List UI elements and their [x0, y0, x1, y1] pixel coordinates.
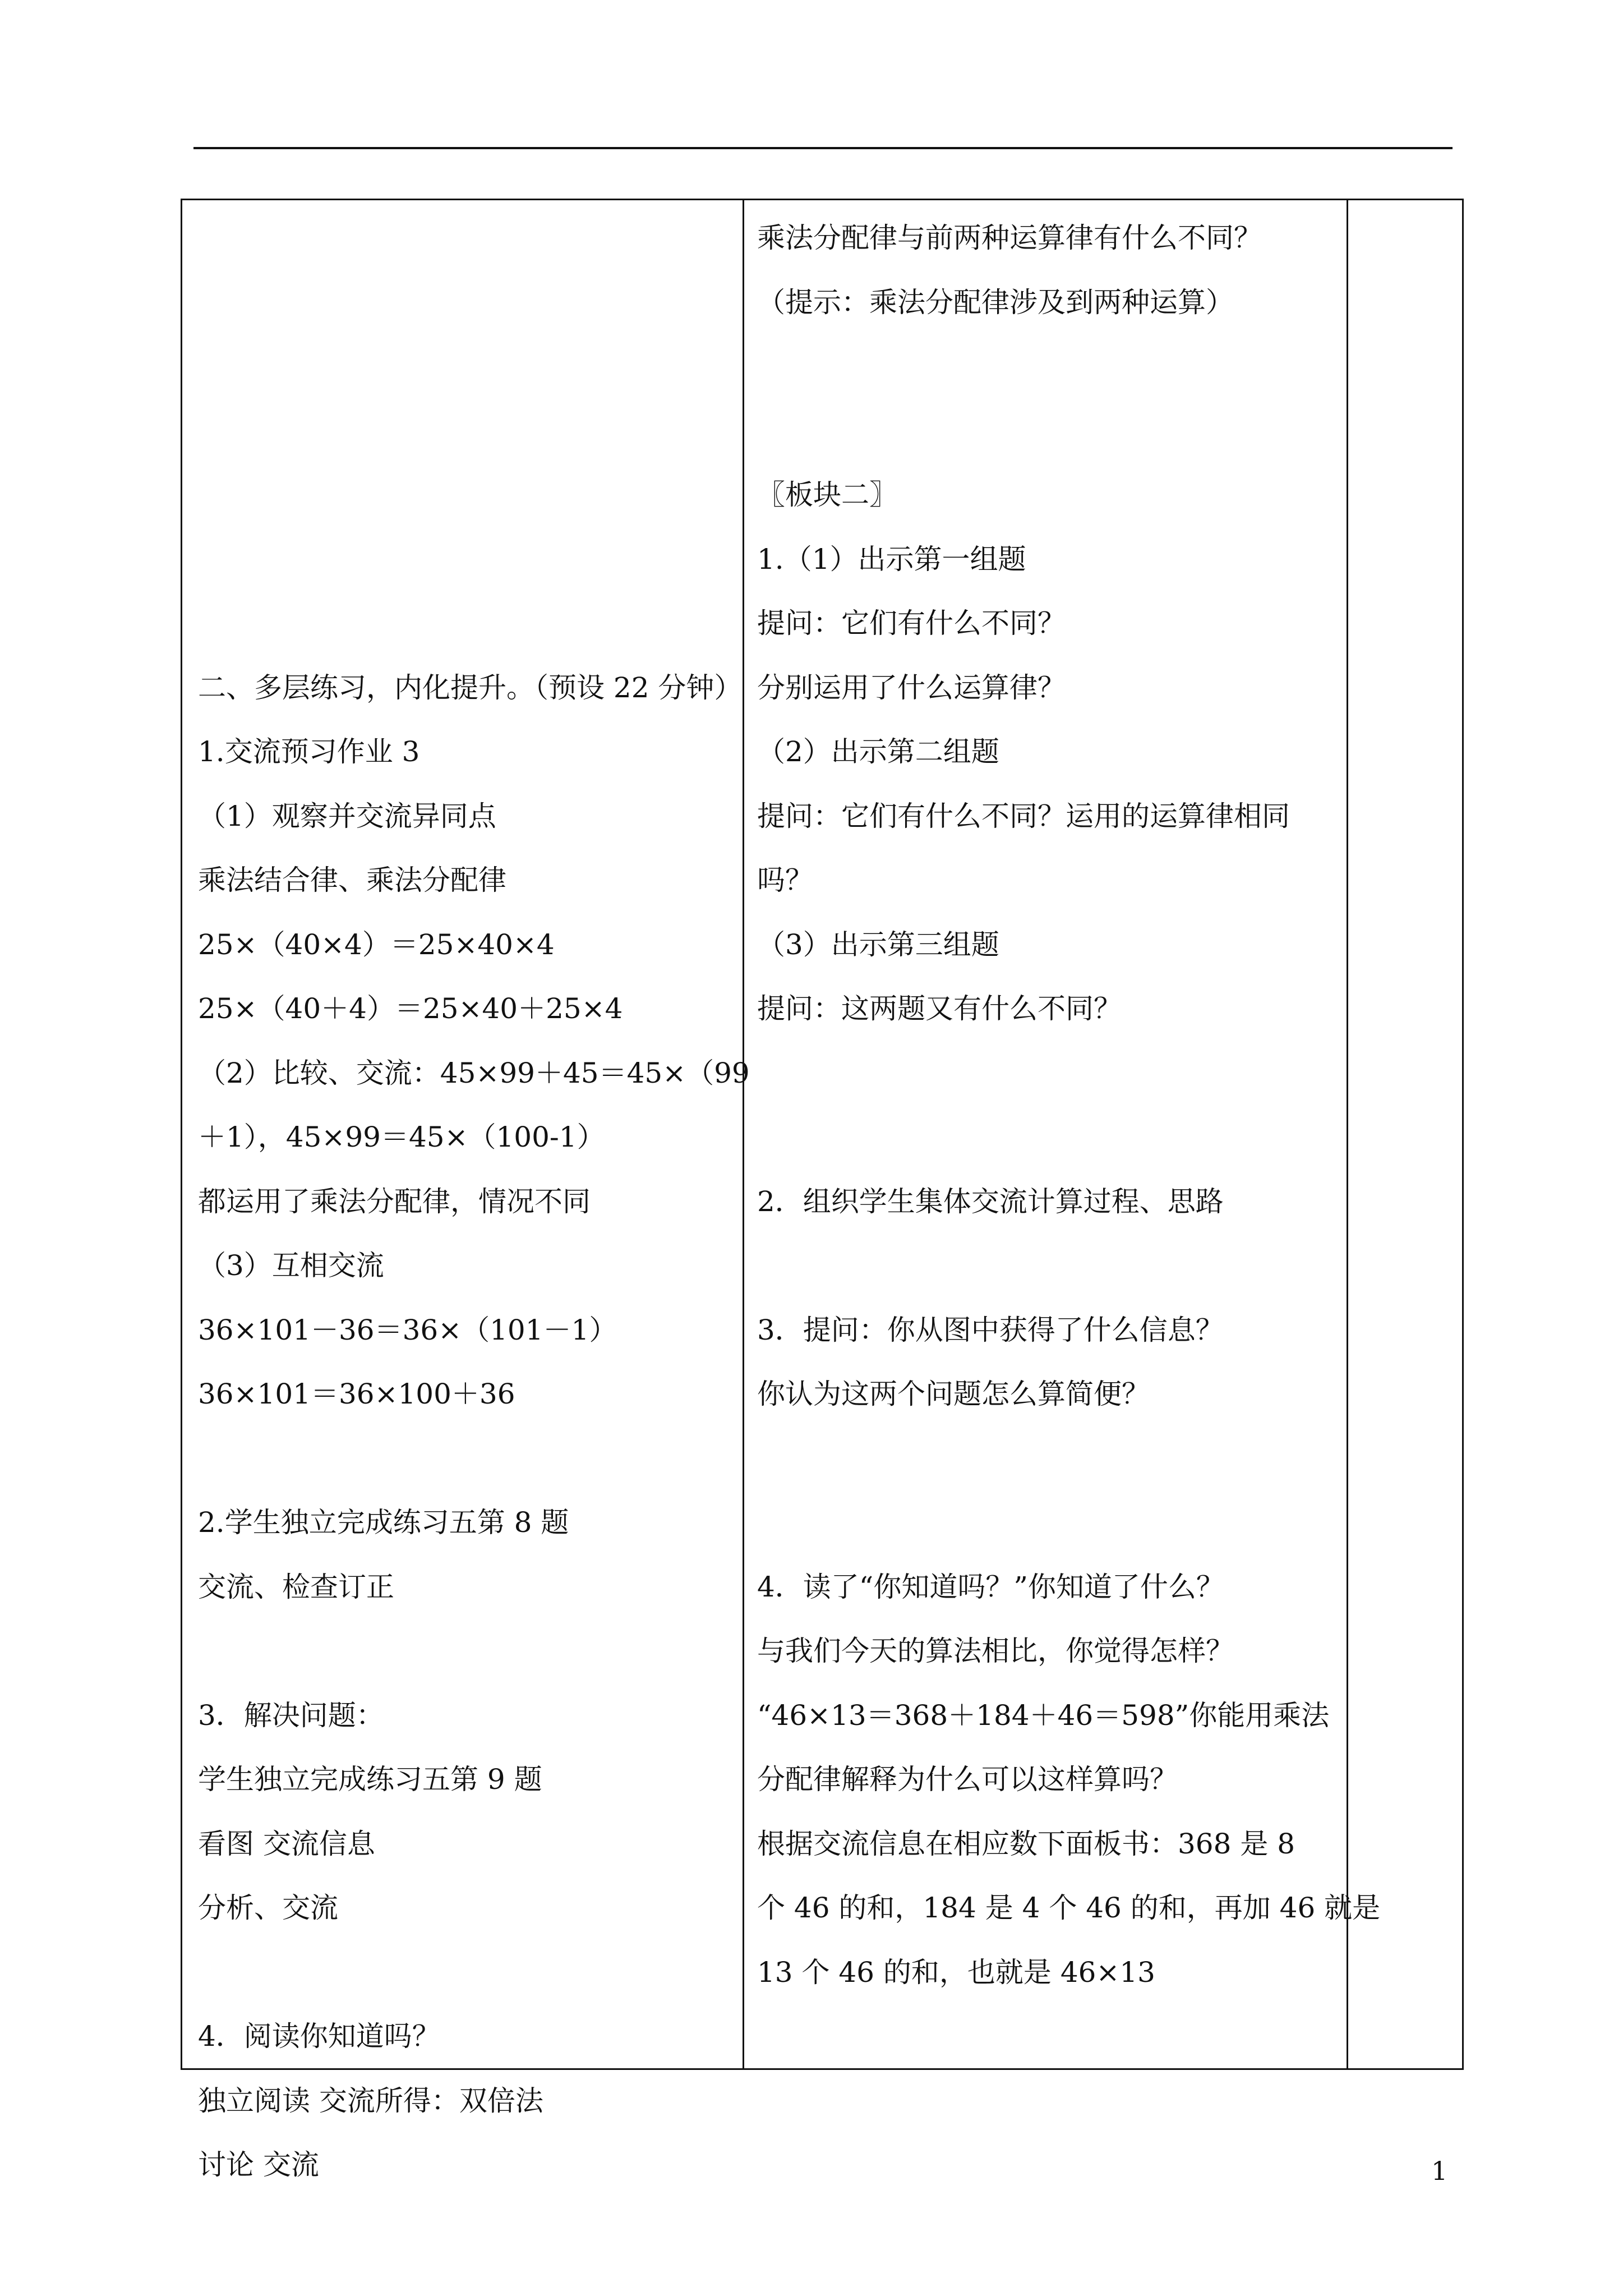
middle_column-line: 分配律解释为什么可以这样算吗？: [757, 1763, 1178, 1796]
middle_column-line: （3）出示第三组题: [757, 928, 999, 961]
middle_column-line: 与我们今天的算法相比，你觉得怎样？: [757, 1635, 1234, 1667]
left_column-line: 2.学生独立完成练习五第 8 题: [198, 1506, 569, 1539]
column-divider-1: [743, 200, 744, 2068]
left_column-line: 4．阅读你知道吗？: [198, 2020, 440, 2053]
middle_column-line: 13 个 46 的和，也就是 46×13: [757, 1955, 1155, 1989]
middle_column-line: 乘法分配律与前两种运算律有什么不同？: [757, 222, 1262, 254]
middle_column-line: 根据交流信息在相应数下面板书：368 是 8: [757, 1827, 1295, 1860]
left_column-line: （1）观察并交流异同点: [198, 799, 496, 832]
left_column-line: 讨论 交流: [198, 2148, 319, 2181]
middle_column-line: “46×13＝368＋184＋46＝598”你能用乘法: [757, 1699, 1330, 1732]
left_column-line: 二、多层练习，内化提升。（预设 22 分钟）: [198, 671, 743, 704]
left_column-line: 乘法结合律、乘法分配律: [198, 864, 506, 896]
left_column-line: （2）比较、交流：45×99＋45＝45×（99: [198, 1056, 750, 1089]
middle_column-line: 提问：它们有什么不同？运用的运算律相同: [757, 799, 1290, 832]
left_column-line: （3）互相交流: [198, 1249, 384, 1282]
middle_column-line: 1.（1）出示第一组题: [757, 542, 1026, 576]
left_column-line: 学生独立完成练习五第 9 题: [198, 1763, 542, 1796]
left_column-line: ＋1），45×99＝45×（100-1）: [198, 1121, 605, 1153]
left_column-line: 25×（40＋4）＝25×40＋25×4: [198, 992, 623, 1025]
middle_column-line: 4．读了“你知道吗？”你知道了什么？: [757, 1570, 1224, 1603]
left_column-line: 交流、检查订正: [198, 1570, 394, 1603]
middle_column-line: 〖板块二〗: [757, 478, 897, 511]
left_column-line: 36×101＝36×100＋36: [198, 1378, 515, 1410]
middle_column-line: 提问：这两题又有什么不同？: [757, 992, 1122, 1025]
middle_column-line: 吗？: [757, 864, 813, 896]
left_column-line: 看图 交流信息: [198, 1827, 375, 1860]
left_column-line: 独立阅读 交流所得：双倍法: [198, 2084, 543, 2117]
left_column-line: 25×（40×4）＝25×40×4: [198, 928, 555, 961]
left_column-line: 36×101－36＝36×（101－1）: [198, 1313, 617, 1346]
middle_column-line: 你认为这两个问题怎么算简便？: [757, 1378, 1150, 1410]
middle_column-line: （提示：乘法分配律涉及到两种运算）: [757, 286, 1234, 319]
middle_column-line: 3．提问：你从图中获得了什么信息？: [757, 1313, 1224, 1346]
column-divider-2: [1347, 200, 1348, 2068]
page-number: 1: [1431, 2156, 1448, 2186]
middle_column-line: 2．组织学生集体交流计算过程、思路: [757, 1185, 1224, 1218]
header-rule: [193, 147, 1453, 149]
middle_column-line: 分别运用了什么运算律？: [757, 671, 1066, 704]
middle_column-line: 提问：它们有什么不同？: [757, 607, 1066, 639]
middle_column-line: （2）出示第二组题: [757, 735, 999, 768]
left_column-line: 1.交流预习作业 3: [198, 735, 420, 768]
lesson-plan-table: [181, 199, 1464, 2181]
middle_column-line: 个 46 的和，184 是 4 个 46 的和，再加 46 就是: [757, 1892, 1381, 1924]
left_column-line: 3．解决问题：: [198, 1699, 384, 1732]
left_column-line: 都运用了乘法分配律，情况不同: [198, 1185, 591, 1218]
left_column-line: 分析、交流: [198, 1892, 338, 1924]
